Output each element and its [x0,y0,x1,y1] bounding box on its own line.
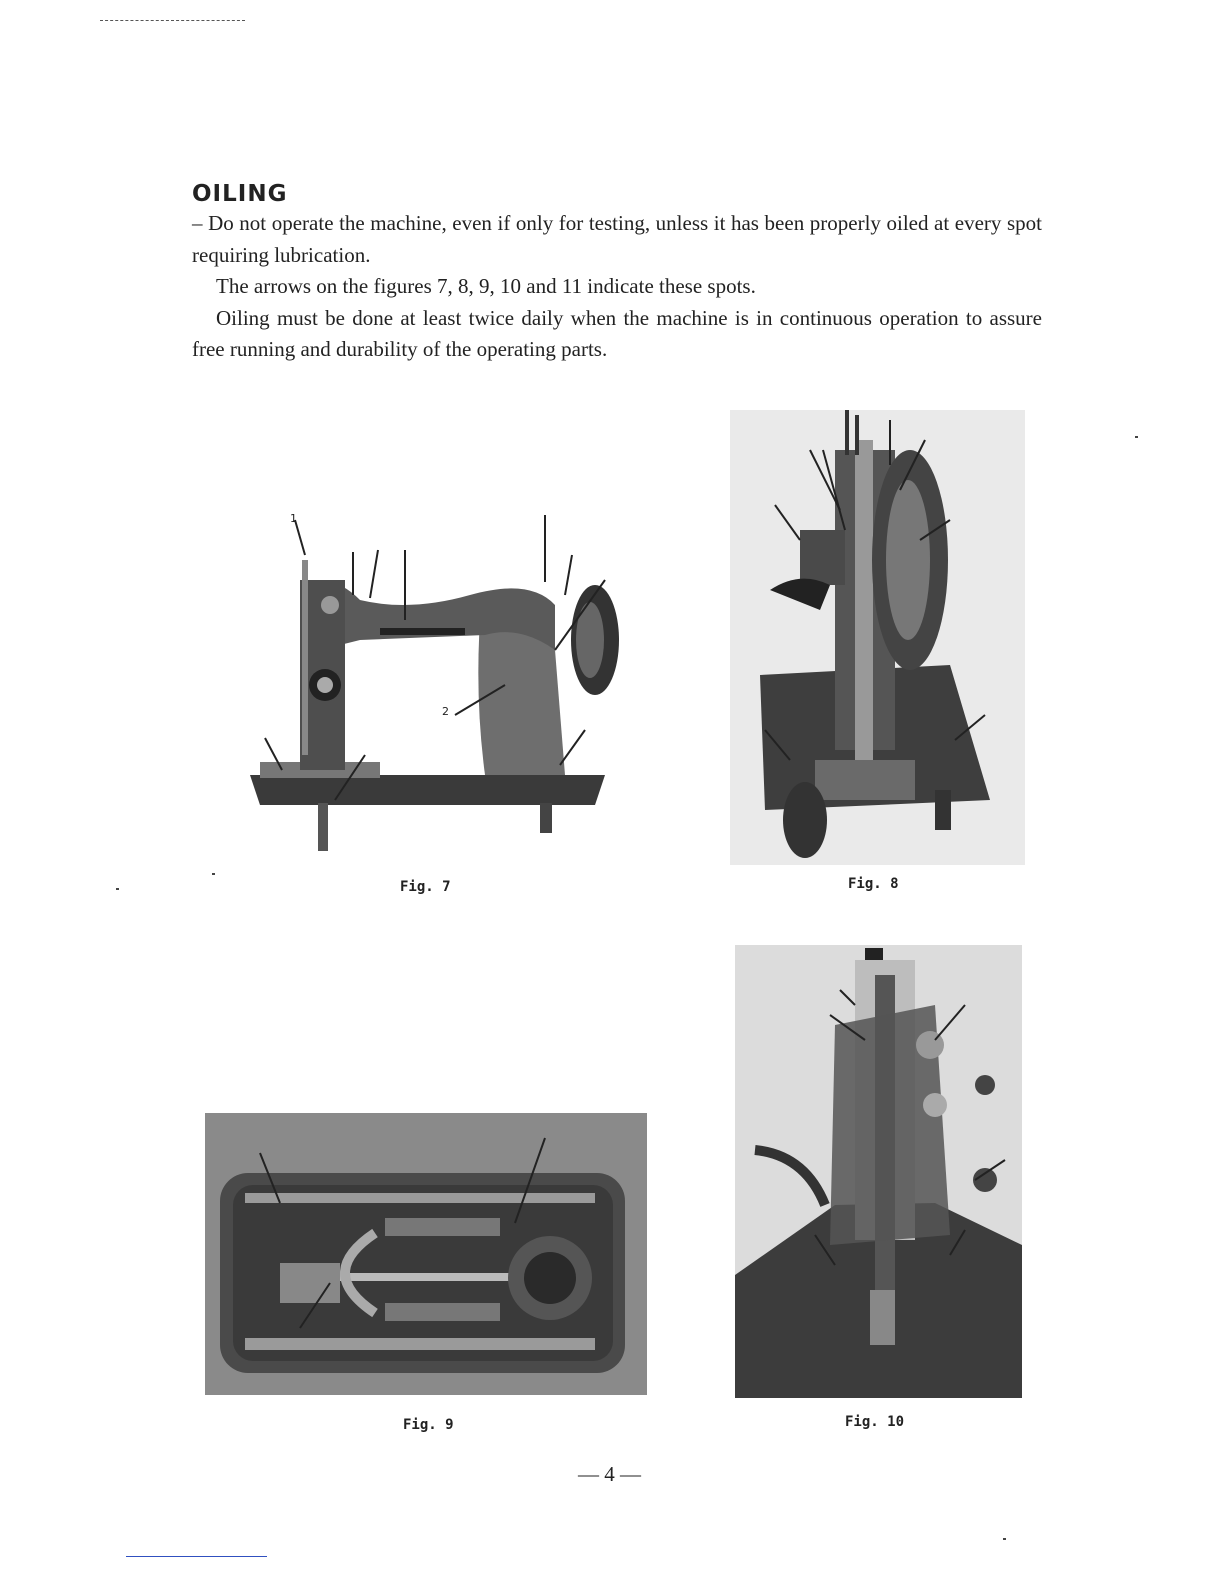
paragraph-warning: – Do not operate the machine, even if only for testing, unless it has been properly oiled at every spot requiring lubrication. [192,211,1042,267]
instruction-text [192,208,1042,366]
section-heading: OILING [192,181,288,208]
bottom-scan-mark [126,1556,267,1557]
figure-9-caption: Fig. 9 [403,1417,454,1433]
sewing-machine-underside-view-illustration [205,1113,647,1395]
figure-8 [730,410,1025,865]
paragraph-arrows: The arrows on the figures 7, 8, 9, 10 and 11 indicate these spots. [216,274,756,298]
scan-speck [1135,436,1138,438]
paragraph-frequency: Oiling must be done at least twice daily when the machine is in continuous operation to assure free running and durability of the operating parts. [192,305,1042,361]
figure-8-caption: Fig. 8 [848,876,899,892]
sewing-machine-end-view-illustration [730,410,1025,865]
scan-speck [116,888,119,890]
figure-10-caption: Fig. 10 [845,1414,905,1430]
sewing-machine-side-view-illustration [210,500,620,860]
scan-speck [1003,1538,1006,1540]
page-number: — 4 — [578,1462,641,1486]
figure-7-caption: Fig. 7 [400,879,451,895]
svg-text:1: 1 [290,512,297,525]
figure-9 [205,1113,647,1395]
top-scan-mark [100,20,245,21]
svg-text:2: 2 [442,705,449,718]
sewing-machine-head-front-view-illustration [735,945,1022,1398]
figure-10 [735,945,1022,1398]
scan-speck [212,873,215,875]
figure-7 [210,500,620,860]
